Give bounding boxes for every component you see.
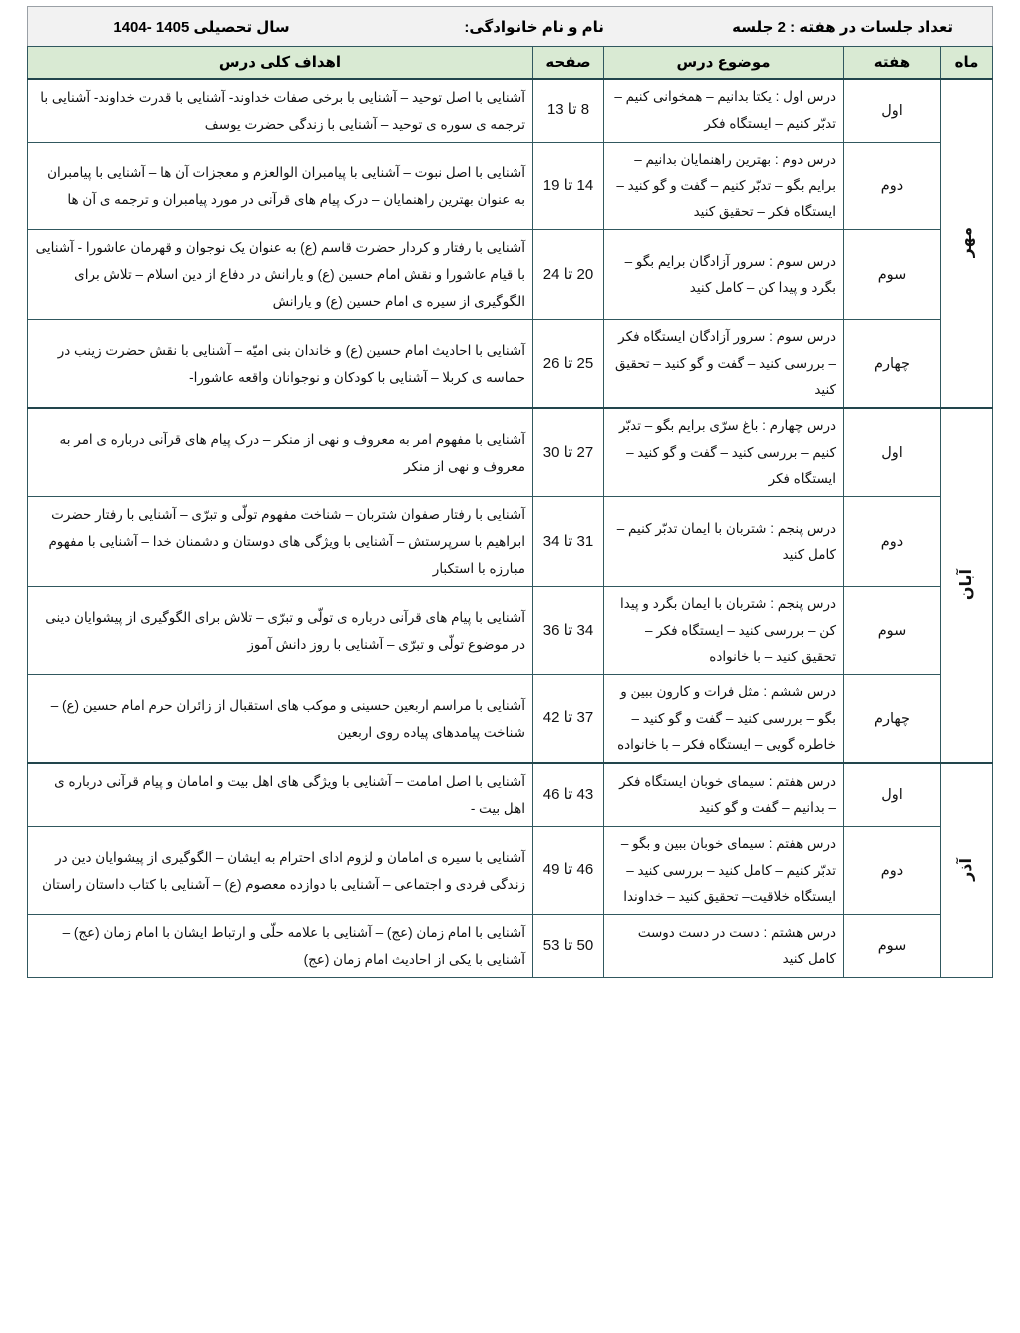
table-header-row	[28, 47, 993, 79]
page-range-cell: 25 تا 26	[533, 320, 604, 408]
column-header-month: ماه	[941, 47, 993, 79]
page-range-cell: 43 تا 46	[533, 763, 604, 827]
goals-cell: آشنایی با رفتار صفوان شتربان – شناخت مفهوم تولّی و تبرّی – آشنایی با رفتار حضرت ابراهیم با سرپرستش – آشنایی با ویژگی های دوستان و دشمنان خدا – آشنایی با مفهوم مبارزه با استکبار	[28, 497, 533, 587]
table-row	[28, 230, 993, 320]
week-cell: اول	[844, 408, 941, 496]
page-range-cell: 8 تا 13	[533, 79, 604, 143]
page-range-cell: 37 تا 42	[533, 675, 604, 763]
topic-cell: درس پنجم : شتربان با ایمان بگرد و پیدا کن – بررسی کنید – ایستگاه فکر – تحقیق کنید – با خانواده	[604, 587, 844, 675]
table-row	[28, 408, 993, 496]
month-label: آذر	[957, 857, 975, 881]
table-row	[28, 497, 993, 587]
topic-cell: درس هفتم : سیمای خوبان ایستگاه فکر – بدانیم – گفت و گو کنید	[604, 763, 844, 827]
week-cell: سوم	[844, 587, 941, 675]
month-cell	[941, 763, 993, 977]
table-row	[28, 79, 993, 143]
week-cell: اول	[844, 79, 941, 143]
page-range-cell: 14 تا 19	[533, 142, 604, 230]
academic-year-label: سال تحصیلی 1405 -1404	[113, 18, 290, 36]
goals-cell: آشنایی با اصل امامت – آشنایی با ویژگی های اهل بیت و امامان و پیام قرآنی درباره ی اهل بیت -	[28, 763, 533, 827]
table-row	[28, 915, 993, 978]
table-header	[28, 47, 993, 79]
page-range-cell: 34 تا 36	[533, 587, 604, 675]
goals-cell: آشنایی با امام زمان (عج) – آشنایی با علامه حلّی و ارتباط ایشان با امام زمان (عج) – آشنایی با یکی از احادیث امام زمان (عج)	[28, 915, 533, 978]
table-row	[28, 763, 993, 827]
topic-cell: درس چهارم : باغ سرّی برایم بگو – تدبّر کنیم – بررسی کنید – گفت و گو کنید – ایستگاه فکر	[604, 408, 844, 496]
table-row	[28, 587, 993, 675]
week-cell: دوم	[844, 827, 941, 915]
week-cell: چهارم	[844, 320, 941, 408]
goals-cell: آشنایی با پیام های قرآنی درباره ی تولّی و تبرّی – تلاش برای الگوگیری از پیشوایان دینی در موضوع تولّی و تبرّی – آشنایی با روز دانش آموز	[28, 587, 533, 675]
table-row	[28, 827, 993, 915]
week-cell: سوم	[844, 915, 941, 978]
table-row	[28, 675, 993, 763]
page-range-cell: 31 تا 34	[533, 497, 604, 587]
topic-cell: درس ششم : مثل فرات و کارون ببین و بگو – بررسی کنید – گفت و گو کنید – خاطره گویی – ایستگاه فکر – با خانواده	[604, 675, 844, 763]
page-range-cell: 46 تا 49	[533, 827, 604, 915]
week-cell: چهارم	[844, 675, 941, 763]
student-name-label: نام و نام خانوادگی:	[464, 18, 604, 36]
topic-cell: درس هفتم : سیمای خوبان ببین و بگو – تدبّر کنیم – کامل کنید – بررسی کنید –ایستگاه خلاقیت– تحقیق کنید – خداوندا	[604, 827, 844, 915]
page-range-cell: 27 تا 30	[533, 408, 604, 496]
lesson-plan-table	[27, 46, 993, 978]
goals-cell: آشنایی با اصل توحید – آشنایی با برخی صفات خداوند- آشنایی با قدرت خداوند- آشنایی با ترجمه ی سوره ی توحید – آشنایی با زندگی حضرت یوسف	[28, 79, 533, 143]
page-range-cell: 50 تا 53	[533, 915, 604, 978]
goals-cell: آشنایی با مفهوم امر به معروف و نهی از منکر – درک پیام های قرآنی درباره ی امر به معروف و نهی از منکر	[28, 408, 533, 496]
goals-cell: آشنایی با سیره ی امامان و لزوم ادای احترام به ایشان – الگوگیری از پیشوایان دین در زندگی فردی و اجتماعی – آشنایی با دوازده معصوم (ع) – آشنایی با کتاب داستان راستان	[28, 827, 533, 915]
month-cell	[941, 408, 993, 763]
week-cell: دوم	[844, 142, 941, 230]
topic-cell: درس اول : یکتا بدانیم – همخوانی کنیم – تدبّر کنیم – ایستگاه فکر	[604, 79, 844, 143]
goals-cell: آشنایی با احادیث امام حسین (ع) و خاندان بنی امیّه – آشنایی با نقش حضرت زینب در حماسه ی کربلا – آشنایی با کودکان و نوجوانان واقعه عاشورا-	[28, 320, 533, 408]
table-body	[28, 79, 993, 978]
month-cell	[941, 79, 993, 409]
topic-cell: درس هشتم : دست در دست دوست کامل کنید	[604, 915, 844, 978]
topic-cell: درس سوم : سرور آزادگان برایم بگو – بگرد و پیدا کن – کامل کنید	[604, 230, 844, 320]
sessions-per-week-label: تعداد جلسات در هفته : 2 جلسه	[732, 18, 954, 36]
month-label: مهر	[957, 226, 975, 258]
column-header-goals: اهداف کلی درس	[28, 47, 533, 79]
document-info-bar	[27, 6, 993, 46]
week-cell: سوم	[844, 230, 941, 320]
goals-cell: آشنایی با رفتار و کردار حضرت قاسم (ع) به عنوان یک نوجوان و قهرمان عاشورا - آشنایی با قیام عاشورا و نقش امام حسین (ع) و یارانش در دفاع از دین اسلام – تلاش برای الگوگیری از سیره ی امام حسین (ع) و یارانش	[28, 230, 533, 320]
week-cell: دوم	[844, 497, 941, 587]
week-cell: اول	[844, 763, 941, 827]
topic-cell: درس سوم : سرور آزادگان ایستگاه فکر – بررسی کنید – گفت و گو کنید – تحقیق کنید	[604, 320, 844, 408]
month-label: آبان	[957, 568, 975, 600]
topic-cell: درس دوم : بهترین راهنمایان بدانیم – برایم بگو – تدبّر کنیم – گفت و گو کنید – ایستگاه فکر – تحقیق کنید	[604, 142, 844, 230]
column-header-topic: موضوع درس	[604, 47, 844, 79]
page-range-cell: 20 تا 24	[533, 230, 604, 320]
topic-cell: درس پنجم : شتربان با ایمان تدبّر کنیم – کامل کنید	[604, 497, 844, 587]
column-header-page: صفحه	[533, 47, 604, 79]
table-row	[28, 142, 993, 230]
goals-cell: آشنایی با اصل نبوت – آشنایی با پیامبران الوالعزم و معجزات آن ها – آشنایی با پیامبران به عنوان بهترین راهنمایان – درک پیام های قرآنی در مورد پیامبران و ترجمه ی آن ها	[28, 142, 533, 230]
table-row	[28, 320, 993, 408]
goals-cell: آشنایی با مراسم اربعین حسینی و موکب های استقبال از زائران حرم امام حسین (ع) – شناخت پیامدهای پیاده روی اربعین	[28, 675, 533, 763]
column-header-week: هفته	[844, 47, 941, 79]
